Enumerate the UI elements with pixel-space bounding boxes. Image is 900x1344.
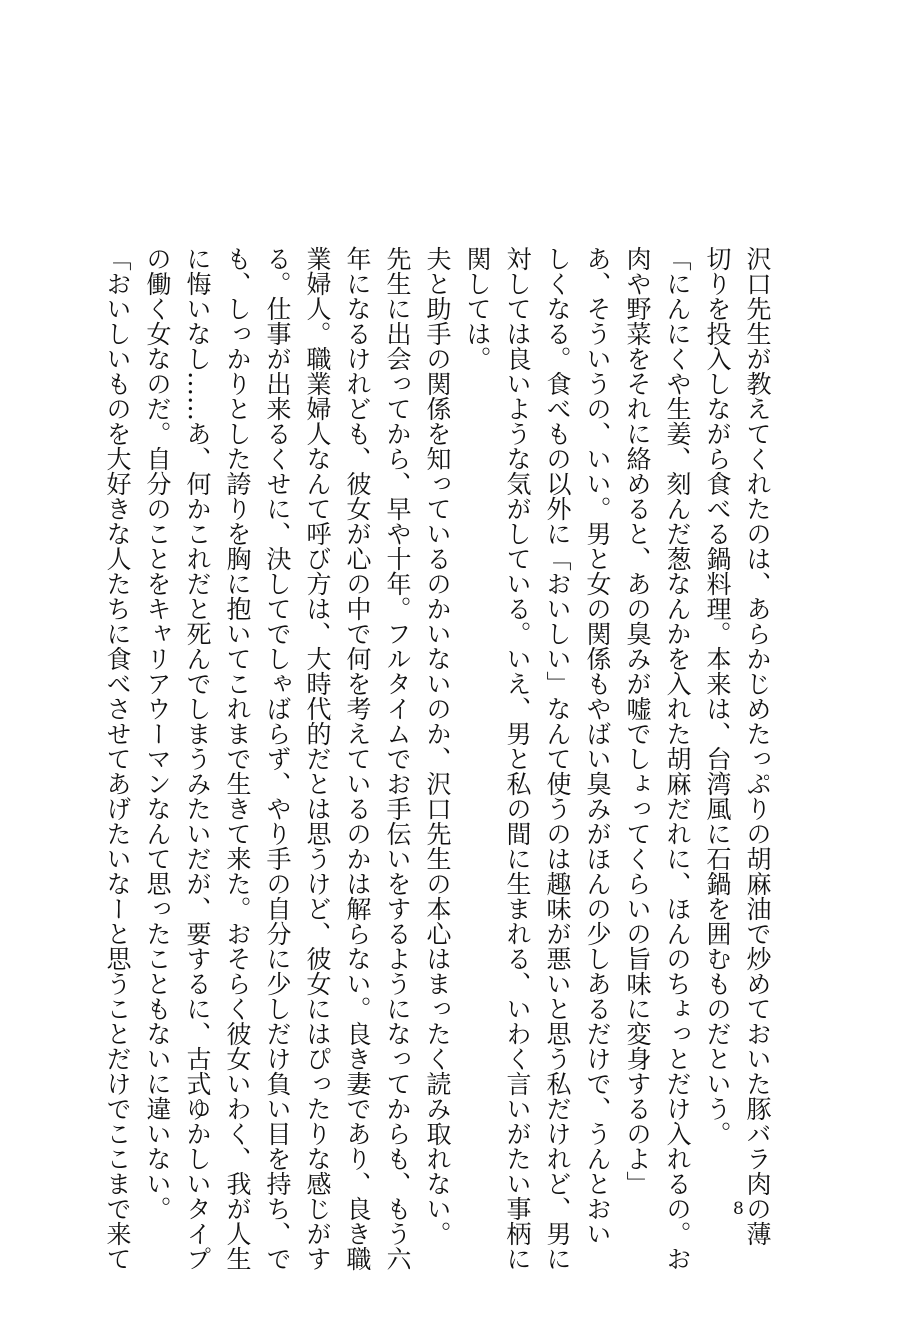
text-line: の働く女なのだ。自分のことをキャリアウーマンなんて思ったこともないに違いない。	[143, 246, 172, 1221]
text-line: 対しては良いような気がしている。いえ、男と私の間に生まれる、いわく言いがたい事柄に	[503, 246, 532, 1271]
text-line: も、しっかりとした誇りを胸に抱いてこれまで生きて来た。おそらく彼女いわく、我が人生	[223, 246, 252, 1271]
page-number: 8	[733, 1199, 744, 1219]
text-line: る。仕事が出来るくせに、決してでしゃばらず、やり手の自分に少しだけ負い目を持ち、で	[263, 246, 292, 1271]
text-line: 沢口先生が教えてくれたのは、あらかじめたっぷりの胡麻油で炒めておいた豚バラ肉の薄	[743, 246, 772, 1246]
text-line: 業婦人。職業婦人なんて呼び方は、大時代的だとは思うけど、彼女にはぴったりな感じがす	[303, 246, 332, 1271]
text-line: しくなる。食べもの以外に「おいしい」なんて使うのは趣味が悪いと思う私だけれど、男に	[543, 246, 572, 1271]
text-line: 先生に出会ってから、早や十年。フルタイムでお手伝いをするようになってからも、もう六	[383, 246, 412, 1271]
text-line: 肉や野菜をそれに絡めると、あの臭みが嘘でしょってくらいの旨味に変身するのよ」	[623, 246, 652, 1196]
text-line: 「おいしいものを大好きな人たちに食べさせてあげたいなーと思うことだけでここまで来て	[103, 246, 132, 1271]
text-line: 「にんにくや生姜、刻んだ葱なんかを入れた胡麻だれに、ほんのちょっとだけ入れるの。お	[663, 246, 692, 1271]
text-line: 夫と助手の関係を知っているのかいないのか、沢口先生の本心はまったく読み取れない。	[423, 246, 452, 1246]
text-line: に悔いなし……あ、何かこれだと死んでしまうみたいだが、要するに、古式ゆかしいタイプ	[183, 246, 212, 1271]
text-line: 関しては。	[463, 246, 492, 371]
text-line: あ、そういうの、いい。男と女の関係もやばい臭みがほんの少しあるだけで、うんとおい	[583, 246, 612, 1246]
text-line: 切りを投入しながら食べる鍋料理。本来は、台湾風に石鍋を囲むものだという。	[703, 246, 732, 1146]
text-line: 年になるけれども、彼女が心の中で何を考えているのかは解らない。良き妻であり、良き職	[343, 246, 372, 1271]
body-text	[97, 246, 777, 1271]
